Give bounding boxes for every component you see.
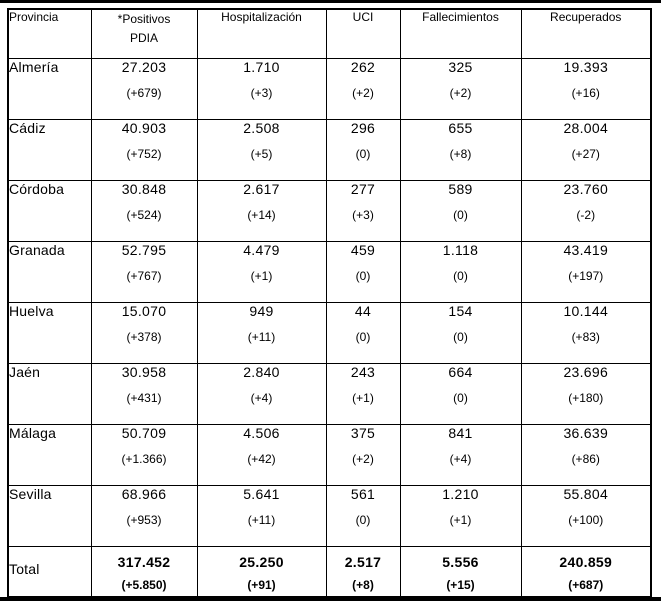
cell-recuperados <box>521 241 651 302</box>
cell-positivos <box>91 485 197 546</box>
cell-value: 841 <box>448 424 473 441</box>
total-label: Total <box>8 546 91 597</box>
col-header-uci: UCI <box>326 9 400 58</box>
cell-positivos <box>91 241 197 302</box>
cell-delta: (+687) <box>568 577 604 592</box>
cell-delta: (+197) <box>568 268 604 283</box>
cell-positivos <box>91 302 197 363</box>
table-row-cordoba <box>8 180 651 241</box>
cell-value: 2.840 <box>243 363 280 380</box>
province-name: Granada <box>8 241 91 302</box>
col-header-recuperados: Recuperados <box>521 9 651 58</box>
cell-delta: (0) <box>453 329 468 344</box>
cell-delta: (+3) <box>250 85 273 100</box>
cell-value: 5.556 <box>442 553 479 570</box>
cell-fallecimientos <box>400 119 521 180</box>
col-header-positivos-pdia <box>91 9 197 58</box>
cell-value: 243 <box>350 363 376 380</box>
cell-value: 27.203 <box>121 58 167 75</box>
cell-delta: (0) <box>453 207 468 222</box>
cell-delta: (0) <box>355 268 371 283</box>
cell-value: 5.641 <box>243 485 280 502</box>
cell-uci <box>326 180 400 241</box>
cell-delta: (+5.850) <box>121 577 167 592</box>
cell-value: 15.070 <box>121 302 167 319</box>
cell-delta: (+180) <box>568 390 604 405</box>
cell-delta: (+16) <box>571 85 600 100</box>
province-name: Córdoba <box>8 180 91 241</box>
cell-positivos <box>91 424 197 485</box>
cell-fallecimientos <box>400 485 521 546</box>
cell-delta: (+27) <box>571 146 600 161</box>
table-row-cadiz <box>8 119 651 180</box>
cell-delta: (+8) <box>449 146 472 161</box>
cell-delta: (+1) <box>250 268 273 283</box>
province-name: Sevilla <box>8 485 91 546</box>
cell-uci-total <box>326 546 400 597</box>
cell-value: 4.479 <box>243 241 280 258</box>
table-row-malaga <box>8 424 651 485</box>
cell-value: 277 <box>350 180 376 197</box>
cell-delta: (-2) <box>576 207 596 222</box>
cell-delta: (+953) <box>126 512 162 527</box>
cell-delta: (+14) <box>247 207 276 222</box>
cell-value: 4.506 <box>243 424 280 441</box>
cell-value: 459 <box>350 241 376 258</box>
cell-value: 589 <box>448 180 473 197</box>
col-header-fallecimientos: Fallecimientos <box>400 9 521 58</box>
province-name: Cádiz <box>8 119 91 180</box>
cell-value: 40.903 <box>121 119 167 136</box>
cell-uci <box>326 363 400 424</box>
cell-positivos <box>91 180 197 241</box>
cell-hospitalizacion <box>197 180 326 241</box>
cell-uci <box>326 485 400 546</box>
cell-value: 50.709 <box>121 424 167 441</box>
cell-hospitalizacion <box>197 302 326 363</box>
cell-delta: (+42) <box>247 451 276 466</box>
table-row-almeria <box>8 58 651 119</box>
cell-delta: (+752) <box>126 146 162 161</box>
cell-hospitalizacion <box>197 119 326 180</box>
cell-delta: (0) <box>453 268 468 283</box>
cell-recuperados <box>521 180 651 241</box>
cell-hospitalizacion <box>197 363 326 424</box>
province-name: Almería <box>8 58 91 119</box>
cell-positivos <box>91 363 197 424</box>
cell-value: 2.617 <box>243 180 280 197</box>
cell-delta: (+524) <box>126 207 162 222</box>
table-row-huelva <box>8 302 651 363</box>
table-row-jaen <box>8 363 651 424</box>
cell-delta: (+1.366) <box>121 451 167 466</box>
cell-value: 44 <box>354 302 372 319</box>
cell-delta: (+767) <box>126 268 162 283</box>
cell-uci <box>326 119 400 180</box>
cell-value: 949 <box>249 302 274 319</box>
cell-recuperados <box>521 485 651 546</box>
cell-uci <box>326 58 400 119</box>
cell-fallecimientos <box>400 363 521 424</box>
cell-positivos-total <box>91 546 197 597</box>
cell-delta: (0) <box>453 390 468 405</box>
top-rule <box>0 0 661 3</box>
cell-delta: (+2) <box>352 451 374 466</box>
cell-delta: (+11) <box>247 329 276 344</box>
cell-fallecimientos <box>400 302 521 363</box>
cell-value: 2.508 <box>243 119 280 136</box>
col-header-positivos-line1: *Positivos <box>117 12 171 26</box>
cell-value: 23.696 <box>563 363 609 380</box>
cell-recuperados-total <box>521 546 651 597</box>
cell-value: 52.795 <box>121 241 167 258</box>
covid-province-table <box>7 8 652 598</box>
cell-value: 19.393 <box>563 58 609 75</box>
col-header-hospitalizacion: Hospitalización <box>197 9 326 58</box>
cell-delta: (+679) <box>126 85 162 100</box>
table-row-sevilla <box>8 485 651 546</box>
cell-delta: (+4) <box>449 451 472 466</box>
cell-value: 43.419 <box>563 241 609 258</box>
cell-delta: (+1) <box>449 512 472 527</box>
cell-fallecimientos <box>400 180 521 241</box>
cell-fallecimientos <box>400 241 521 302</box>
province-name: Huelva <box>8 302 91 363</box>
col-header-provincia: Provincia <box>8 9 91 58</box>
cell-hospitalizacion-total <box>197 546 326 597</box>
cell-uci <box>326 424 400 485</box>
province-name: Jaén <box>8 363 91 424</box>
cell-value: 2.517 <box>344 553 382 570</box>
cell-delta: (0) <box>355 146 371 161</box>
cell-value: 262 <box>350 58 376 75</box>
cell-value: 296 <box>350 119 376 136</box>
cell-delta: (+1) <box>352 390 374 405</box>
cell-value: 30.848 <box>121 180 167 197</box>
cell-value: 1.710 <box>243 58 280 75</box>
cell-delta: (+15) <box>446 577 475 592</box>
cell-delta: (+4) <box>250 390 273 405</box>
cell-value: 240.859 <box>559 553 613 570</box>
cell-value: 561 <box>350 485 376 502</box>
cell-delta: (+3) <box>352 207 374 222</box>
cell-hospitalizacion <box>197 424 326 485</box>
cell-positivos <box>91 58 197 119</box>
cell-recuperados <box>521 424 651 485</box>
header-row <box>8 9 651 58</box>
cell-value: 154 <box>448 302 473 319</box>
cell-uci <box>326 302 400 363</box>
cell-value: 1.210 <box>442 485 479 502</box>
total-row <box>8 546 651 597</box>
cell-hospitalizacion <box>197 241 326 302</box>
cell-uci <box>326 241 400 302</box>
cell-value: 23.760 <box>563 180 609 197</box>
cell-value: 36.639 <box>563 424 609 441</box>
cell-value: 655 <box>448 119 473 136</box>
cell-delta: (+91) <box>247 577 276 592</box>
cell-recuperados <box>521 302 651 363</box>
cell-delta: (+2) <box>352 85 374 100</box>
cell-hospitalizacion <box>197 58 326 119</box>
cell-recuperados <box>521 363 651 424</box>
cell-value: 325 <box>448 58 473 75</box>
cell-value: 1.118 <box>442 241 479 258</box>
cell-delta: (0) <box>355 512 371 527</box>
bottom-rule <box>0 597 661 601</box>
cell-value: 10.144 <box>563 302 609 319</box>
cell-value: 55.804 <box>563 485 609 502</box>
province-name: Málaga <box>8 424 91 485</box>
cell-delta: (+431) <box>126 390 162 405</box>
cell-delta: (+100) <box>568 512 604 527</box>
cell-value: 68.966 <box>121 485 167 502</box>
cell-delta: (+5) <box>250 146 273 161</box>
cell-hospitalizacion <box>197 485 326 546</box>
cell-positivos <box>91 119 197 180</box>
table-row-granada <box>8 241 651 302</box>
cell-value: 30.958 <box>121 363 167 380</box>
cell-delta: (+2) <box>449 85 472 100</box>
cell-delta: (+378) <box>126 329 162 344</box>
cell-recuperados <box>521 58 651 119</box>
cell-delta: (+83) <box>571 329 600 344</box>
cell-fallecimientos <box>400 424 521 485</box>
cell-recuperados <box>521 119 651 180</box>
cell-fallecimientos <box>400 58 521 119</box>
cell-delta: (0) <box>355 329 371 344</box>
cell-delta: (+86) <box>571 451 600 466</box>
col-header-positivos-line2: PDIA <box>129 31 158 45</box>
cell-delta: (+11) <box>247 512 276 527</box>
cell-delta: (+8) <box>352 577 374 592</box>
cell-value: 28.004 <box>563 119 609 136</box>
cell-value: 317.452 <box>117 553 171 570</box>
cell-value: 25.250 <box>239 553 284 570</box>
cell-value: 375 <box>350 424 376 441</box>
cell-value: 664 <box>448 363 473 380</box>
cell-fallecimientos-total <box>400 546 521 597</box>
